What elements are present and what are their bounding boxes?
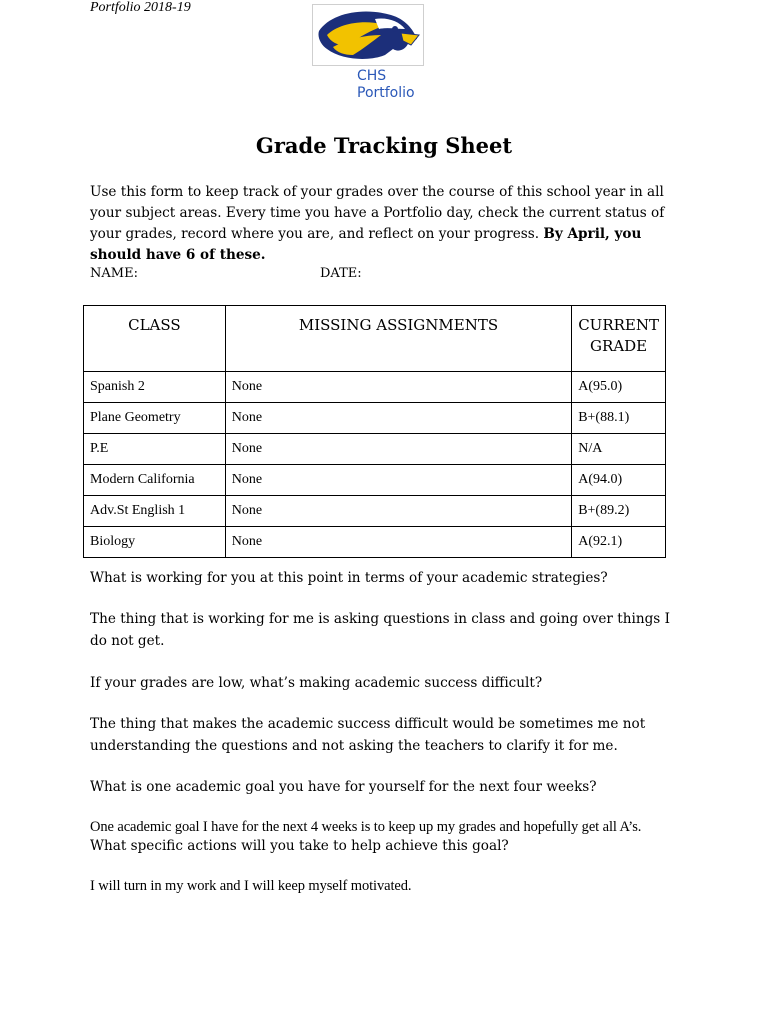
intro-paragraph <box>90 182 675 266</box>
intro-text: Use this form to keep track of your grades over the course of this school year in all your subject areas. Every time you have a Portfolio day, check the current status of your grades, record where you are, and reflect on your progress. <box>90 184 665 242</box>
table-row <box>84 496 666 527</box>
logo-caption-line1: CHS <box>357 68 387 84</box>
cell-class: Plane Geometry <box>84 403 226 434</box>
cell-class: Modern California <box>84 465 226 496</box>
table-header-row <box>84 306 666 372</box>
question-3: What is one academic goal you have for yourself for the next four weeks? <box>90 779 597 795</box>
cell-missing: None <box>225 527 571 558</box>
header-class: CLASS <box>84 306 226 372</box>
cell-class: Biology <box>84 527 226 558</box>
cell-grade: N/A <box>572 434 666 465</box>
table-row <box>84 465 666 496</box>
cell-missing: None <box>225 496 571 527</box>
question-2: If your grades are low, what’s making academic success difficult? <box>90 675 543 691</box>
name-label: NAME: <box>90 266 138 281</box>
header-missing-assignments: MISSING ASSIGNMENTS <box>225 306 571 372</box>
date-label: DATE: <box>320 266 362 281</box>
eagle-logo <box>312 4 424 66</box>
cell-missing: None <box>225 403 571 434</box>
cell-grade: B+(89.2) <box>572 496 666 527</box>
intro-bold-text: By April, you should have 6 of these. <box>90 226 642 263</box>
question-1: What is working for you at this point in terms of your academic strategies? <box>90 570 608 586</box>
cell-grade: A(92.1) <box>572 527 666 558</box>
header-current-grade: CURRENT GRADE <box>572 306 666 372</box>
logo-caption <box>357 68 415 102</box>
cell-grade: A(94.0) <box>572 465 666 496</box>
cell-class: Spanish 2 <box>84 372 226 403</box>
table-row <box>84 434 666 465</box>
answer-2: The thing that makes the academic success difficult would be sometimes me not understanding the questions and not asking the teachers to clarify it for me. <box>90 716 646 754</box>
page-title: Grade Tracking Sheet <box>255 133 513 158</box>
cell-grade: A(95.0) <box>572 372 666 403</box>
cell-class: P.E <box>84 434 226 465</box>
cell-missing: None <box>225 465 571 496</box>
answer-3: One academic goal I have for the next 4 weeks is to keep up my grades and hopefully get all A’s. <box>90 819 642 835</box>
cell-grade: B+(88.1) <box>572 403 666 434</box>
cell-class: Adv.St English 1 <box>84 496 226 527</box>
cell-missing: None <box>225 372 571 403</box>
question-4: What specific actions will you take to help achieve this goal? <box>90 838 509 854</box>
answer-1: The thing that is working for me is asking questions in class and going over things I do not get. <box>90 611 670 649</box>
eagle-head-icon <box>313 5 423 65</box>
table-row <box>84 372 666 403</box>
logo-caption-line2: Portfolio <box>357 85 415 101</box>
portfolio-year-label: Portfolio 2018-19 <box>90 0 191 15</box>
answer-4: I will turn in my work and I will keep myself motivated. <box>90 878 412 894</box>
table-row <box>84 403 666 434</box>
cell-missing: None <box>225 434 571 465</box>
table-row <box>84 527 666 558</box>
grade-table <box>83 305 666 558</box>
